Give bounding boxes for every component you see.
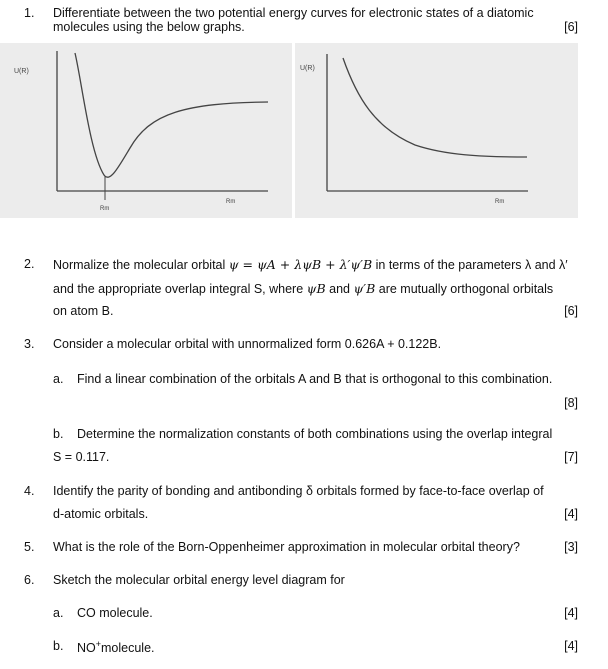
- q3b-marks: [7]: [564, 450, 578, 464]
- q6-number: 6.: [24, 573, 35, 587]
- left-xlabel-end: Rm: [226, 199, 236, 205]
- left-ylabel: U(R): [14, 68, 29, 75]
- q6b-label: b.: [53, 639, 64, 653]
- repulsive-state-curve: [343, 58, 527, 157]
- q4-text-line2: d-atomic orbitals.: [53, 507, 149, 521]
- q1-number: 1.: [24, 6, 35, 20]
- q3-text-line1: Consider a molecular orbital with unnormalized form 0.626A + 0.122B.: [53, 337, 442, 351]
- q2-text-line2: and the appropriate overlap integral S, where ψB and ψ′B are mutually orthogonal orbitals: [53, 281, 554, 296]
- q4-marks: [4]: [564, 507, 578, 521]
- q3b-text: Determine the normalization constants of both combinations using the overlap integral: [77, 427, 553, 441]
- q2-formula: ψ = ψA + λψB + λ′ψ′B: [228, 257, 373, 272]
- q2-number: 2.: [24, 257, 35, 271]
- q1-text-line2: molecules using the below graphs.: [53, 20, 245, 34]
- q6a-text: CO molecule.: [77, 606, 153, 620]
- q6a-marks: [4]: [564, 606, 578, 620]
- q6-text: Sketch the molecular orbital energy level diagram for: [53, 573, 345, 587]
- q1-text-line1: Differentiate between the two potential energy curves for electronic states of a diatomic: [53, 6, 534, 20]
- q3b-text-line2: S = 0.117.: [53, 450, 110, 464]
- q3a-label: a.: [53, 372, 64, 386]
- q5-text: What is the role of the Born-Oppenheimer approximation in molecular orbital theory?: [53, 540, 520, 554]
- bound-state-curve: [75, 53, 268, 177]
- q6a-label: a.: [53, 606, 64, 620]
- left-potential-graph: [0, 43, 292, 218]
- q3a-text: Find a linear combination of the orbitals A and B that is orthogonal to this combination.: [77, 372, 553, 386]
- right-potential-graph: [295, 43, 578, 218]
- q2-text-line1: Normalize the molecular orbital ψ = ψA + λψB + λ′ψ′B in terms of the parameters λ and λ′: [53, 257, 568, 272]
- left-xlabel-min: Rm: [100, 206, 110, 212]
- q5-number: 5.: [24, 540, 35, 554]
- q3-number: 3.: [24, 337, 35, 351]
- q2-marks: [6]: [564, 304, 578, 318]
- right-ylabel: U(R): [300, 65, 315, 72]
- q5-marks: [3]: [564, 540, 578, 554]
- q1-graphs-panel: [0, 43, 578, 218]
- q3a-marks: [8]: [564, 396, 578, 410]
- q4-text-line1: Identify the parity of bonding and antibonding δ orbitals formed by face-to-face overlap of: [53, 484, 544, 498]
- right-xlabel-end: Rm: [495, 199, 505, 205]
- q1-marks: [6]: [564, 20, 578, 34]
- q6b-text: NO+molecule.: [77, 639, 155, 656]
- q3b-label: b.: [53, 427, 64, 441]
- q4-number: 4.: [24, 484, 35, 498]
- q2-text-line3: on atom B.: [53, 304, 114, 318]
- q6b-marks: [4]: [564, 639, 578, 653]
